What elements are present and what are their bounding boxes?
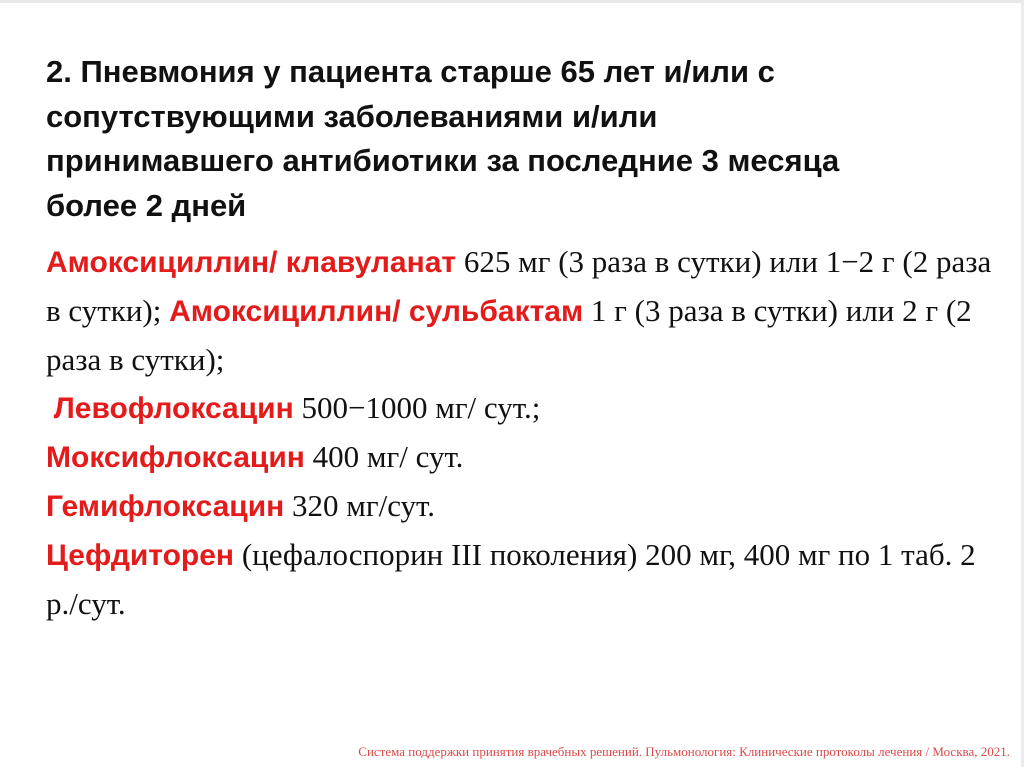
heading-line: 2. Пневмония у пациента старше 65 лет и/или с [46, 54, 775, 89]
regimen-text [46, 238, 996, 628]
drug-name-cefditoren: Цефдиторен [46, 539, 235, 572]
slide-heading [46, 50, 986, 228]
heading-line: сопутствующими заболеваниями и/или [46, 98, 658, 134]
drug-name-levofloxacin: Левофлоксацин [53, 392, 294, 425]
dosage-text: (цефалоспорин III поколения) 200 мг, 400 мг по 1 таб. 2 р./сут. [46, 537, 976, 621]
dosage-text: 400 мг/ сут. [304, 439, 464, 474]
drug-name-amoxicillin-sulbactam: Амоксициллин/ сульбактам [169, 295, 584, 328]
drug-name-gemifloxacin: Гемифлоксацин [46, 490, 285, 523]
heading-line: более 2 дней [46, 187, 247, 223]
source-citation: Система поддержки принятия врачебных решений. Пульмонология: Клинические протоколы лечения / Москва, 2021. [358, 744, 1010, 759]
heading-line: принимавшего антибиотики за последние 3 месяца [46, 143, 840, 178]
dosage-text: 320 мг/сут. [284, 488, 436, 523]
drug-name-moxifloxacin: Моксифлоксацин [46, 441, 305, 474]
dosage-text: 500−1000 мг/ сут.; [293, 390, 541, 425]
dosage-text: 625 мг (3 раза в сутки) или 1−2 г (2 раза в сутки); [46, 244, 992, 328]
slide-top-edge [0, 0, 1024, 3]
dosage-text: 1 г (3 раза в сутки) или 2 г (2 раза в сутки); [46, 293, 972, 377]
drug-name-amoxicillin-clavulanate: Амоксициллин/ клавуланат [46, 246, 457, 279]
